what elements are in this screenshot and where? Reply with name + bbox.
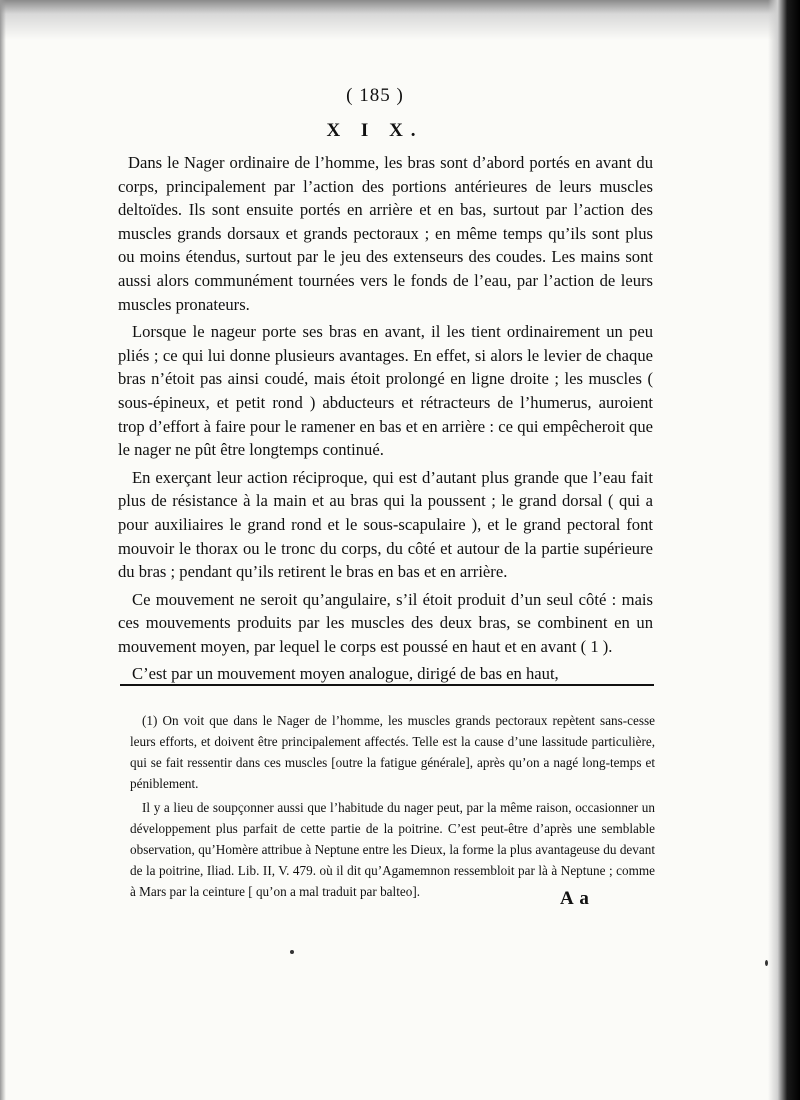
paragraph: Ce mouvement ne seroit qu’angulaire, s’il étoit produit d’un seul côté : mais ces mouvements produits par les muscles des deux bras, se combinent en un mouvement moyen, par lequel le corps est poussé en haut et en avant ( 1 ). [118, 589, 653, 656]
ink-speck [290, 950, 294, 954]
scan-shadow-right [768, 0, 800, 1100]
paragraph: Lorsque le nageur porte ses bras en avant, il les tient ordinairement un peu pliés ; ce qui lui donne plusieurs avantages. En effet, si alors le levier de chaque bras n’étoit pas ainsi coudé, mais étoit prolongé en ligne droite ; les muscles ( sous-épineux, et petit rond ) abducteurs et rétracteurs de l’humerus, auroient trop d’effort à faire pour le ramener en bas et en arrière : ce qui empêcheroit que le nager ne pût être longtemps continué. [118, 322, 653, 460]
footnote: Il y a lieu de soupçonner aussi que l’habitude du nager peut, par la même raison, occasionner un développement plus parfait de cette partie de la poitrine. C’est peut-être d’après une semblable observation, qu’Homère attribue à Neptune entre les Dieux, la forme la plus avantageuse du devant de la poitrine, Iliad. Lib. II, V. 479. où il dit qu’Agamemnon ressembloit par là à Neptune ; comme à Mars par la ceinture [ qu’on a mal traduit par balteo]. [130, 800, 655, 899]
scan-shadow-top [0, 0, 800, 40]
paragraph: En exerçant leur action réciproque, qui est d’autant plus grande que l’eau fait plus de résistance à la main et au bras qui la poussent ; le grand dorsal ( qui a pour auxiliaires le grand rond et le sous-scapulaire ), et le grand pectoral font mouvoir le thorax ou le tronc du corps, du côté et autour de la partie supérieure du bras ; pendant qu’ils retirent le bras en bas et en arrière. [118, 467, 653, 582]
scan-shadow-left [0, 0, 6, 1100]
footnotes [130, 710, 655, 905]
ink-speck [765, 960, 768, 966]
page-number: ( 185 ) [346, 85, 404, 106]
section-title: X I X. [326, 120, 424, 141]
paragraph: Dans le Nager ordinaire de l’homme, les bras sont d’abord portés en avant du corps, principalement par l’action des portions antérieures de leurs muscles deltoïdes. Ils sont ensuite portés en arrière et en bas, surtout par l’action des muscles grands dorsaux et grands pectoraux ; en même temps qu’ils sont plus ou moins étendus, surtout par le jeu des extenseurs des coudes. Les mains sont aussi alors communément tournées vers le fonds de l’eau, par l’action de leurs muscles pronateurs. [118, 153, 653, 314]
footnote: (1) On voit que dans le Nager de l’homme, les muscles grands pectoraux repètent sans-cesse leurs efforts, et doivent être principalement affectés. Telle est la cause d’une lassitude particulière, qui se fait ressentir dans ces muscles [outre la fatigue générale], après qu’on a nagé long-temps et péniblement. [130, 713, 655, 791]
footnote-divider [120, 684, 654, 686]
main-text [118, 151, 653, 690]
paragraph: C’est par un mouvement moyen analogue, dirigé de bas en haut, [132, 664, 559, 684]
signature-mark: A a [560, 888, 590, 909]
